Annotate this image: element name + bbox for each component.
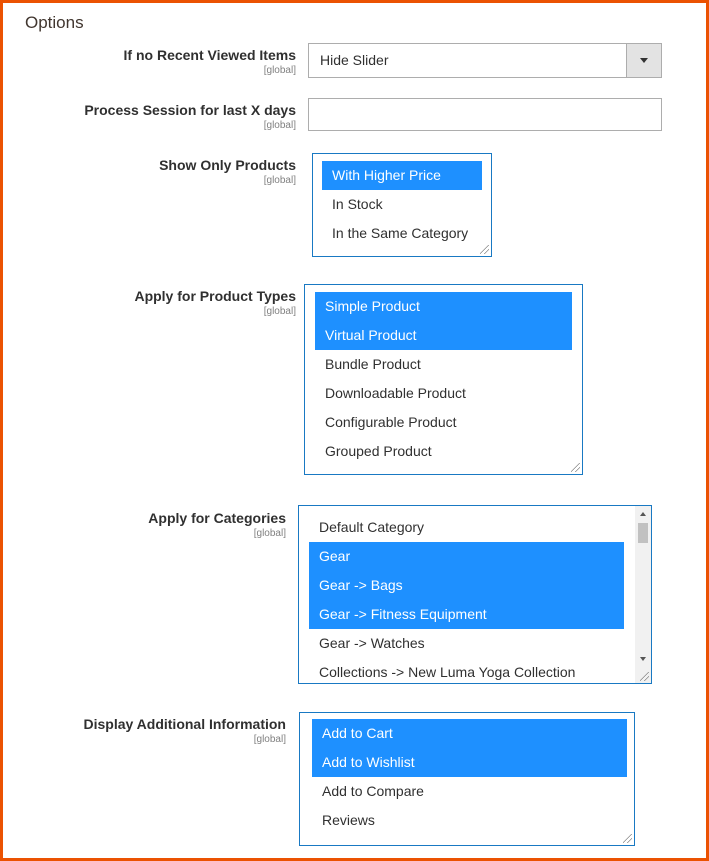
section-title: Options xyxy=(25,13,84,32)
multiselect-option[interactable]: Configurable Product xyxy=(325,414,457,430)
recent-viewed-label-group xyxy=(23,47,296,81)
multiselect-option[interactable]: Collections -> New Luma Yoga Collection xyxy=(319,664,576,680)
multiselect-option[interactable]: Grouped Product xyxy=(325,443,432,459)
process-session-input[interactable] xyxy=(308,98,662,131)
resize-grip-icon[interactable] xyxy=(623,834,632,843)
scope-label: [global] xyxy=(263,65,296,76)
process-session-label: Process Session for last X days xyxy=(84,102,296,118)
multiselect-option[interactable]: Simple Product xyxy=(315,292,572,321)
multiselect-option[interactable]: Gear -> Bags xyxy=(309,571,624,600)
recent-viewed-select-value: Hide Slider xyxy=(320,52,389,68)
categories-label: Apply for Categories xyxy=(148,510,286,526)
resize-grip-icon[interactable] xyxy=(640,672,649,681)
multiselect-option[interactable]: Reviews xyxy=(322,812,375,828)
scope-label: [global] xyxy=(263,175,296,186)
multiselect-option[interactable]: Add to Cart xyxy=(312,719,627,748)
product-types-label: Apply for Product Types xyxy=(134,288,296,304)
recent-viewed-label: If no Recent Viewed Items xyxy=(123,47,296,63)
scope-label: [global] xyxy=(263,306,296,317)
multiselect-option[interactable]: With Higher Price xyxy=(322,161,482,190)
scope-label: [global] xyxy=(253,528,286,539)
scroll-up-icon[interactable] xyxy=(640,512,646,516)
scope-label: [global] xyxy=(263,120,296,131)
multiselect-option[interactable]: Add to Wishlist xyxy=(312,748,627,777)
process-session-label-group xyxy=(23,102,296,136)
multiselect-option[interactable]: In Stock xyxy=(332,196,383,212)
product-types-label-group xyxy=(23,288,296,322)
recent-viewed-select[interactable] xyxy=(308,43,662,78)
scroll-down-icon[interactable] xyxy=(640,657,646,661)
multiselect-option[interactable]: Bundle Product xyxy=(325,356,421,372)
scope-label: [global] xyxy=(253,734,286,745)
multiselect-option[interactable]: Downloadable Product xyxy=(325,385,466,401)
additional-info-label-group xyxy=(23,716,286,750)
multiselect-option[interactable]: Gear -> Fitness Equipment xyxy=(309,600,624,629)
show-only-label-group xyxy=(23,157,296,191)
multiselect-option[interactable]: Virtual Product xyxy=(315,321,572,350)
multiselect-option[interactable]: Add to Compare xyxy=(322,783,424,799)
chevron-down-icon[interactable] xyxy=(626,44,661,77)
multiselect-option[interactable]: Gear xyxy=(309,542,624,571)
show-only-multiselect[interactable] xyxy=(312,153,492,257)
multiselect-option[interactable]: In the Same Category xyxy=(332,225,469,241)
product-types-multiselect[interactable] xyxy=(304,284,583,475)
categories-multiselect[interactable] xyxy=(298,505,652,684)
resize-grip-icon[interactable] xyxy=(480,245,489,254)
multiselect-option[interactable]: Gear -> Watches xyxy=(319,635,425,651)
resize-grip-icon[interactable] xyxy=(571,463,580,472)
additional-info-label: Display Additional Information xyxy=(83,716,286,732)
multiselect-option[interactable]: Default Category xyxy=(319,519,425,535)
categories-label-group xyxy=(23,510,286,544)
categories-scrollbar[interactable] xyxy=(635,506,651,683)
scrollbar-thumb[interactable] xyxy=(638,523,648,543)
show-only-label: Show Only Products xyxy=(159,157,296,173)
additional-info-multiselect[interactable] xyxy=(299,712,635,846)
